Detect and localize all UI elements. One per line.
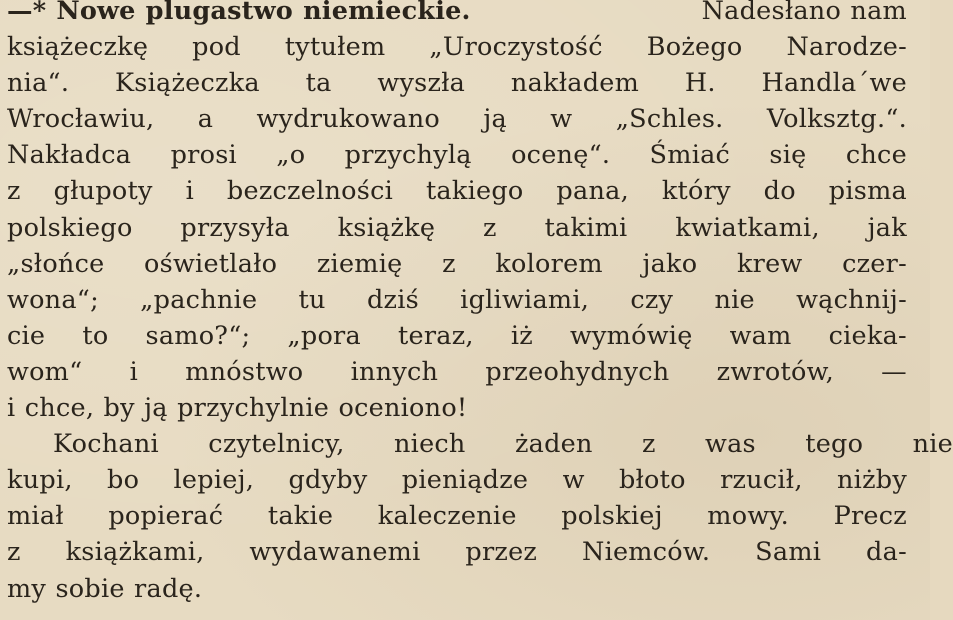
article-word: tytułem: [284, 32, 386, 63]
article-word: wydawanemi: [249, 537, 421, 568]
article-word: bezczelności: [226, 176, 394, 207]
article-line: [7, 498, 907, 534]
article-word: takie: [267, 501, 334, 532]
article-line: [7, 210, 907, 246]
article-line: [7, 246, 907, 282]
article-word: jako: [642, 248, 698, 279]
article-word: przychylą: [344, 140, 472, 171]
article-word: was: [705, 429, 756, 460]
article-word: kaleczenie: [377, 501, 517, 532]
article-word: „Schles.: [615, 104, 724, 135]
article-word: Precz: [833, 501, 907, 532]
article-word: oświetlało: [144, 248, 278, 279]
article-word: czytelnicy,: [208, 429, 345, 460]
article-word: nakładem: [510, 68, 640, 99]
article-word: Nakładca: [7, 140, 132, 171]
article-word: kwiatkami,: [675, 212, 820, 243]
article-word: takiego: [425, 176, 524, 207]
article-word: zwrotów,: [716, 356, 834, 387]
article-word: mowy.: [707, 501, 790, 532]
article-line: [7, 318, 907, 354]
article-line-text: i chce, by ją przychylnie oceniono!: [7, 393, 468, 424]
article-word: wyszła: [377, 68, 466, 99]
article-word: głupoty: [53, 176, 153, 207]
article-line: Nadesłano nam: [701, 0, 907, 26]
article-word: Kochani: [53, 429, 159, 460]
article-word: bo: [107, 465, 140, 496]
article-word: da-: [866, 537, 907, 568]
article-word: wam: [729, 320, 792, 351]
article-word: Narodze-: [786, 32, 907, 63]
article-word: Volksztg.“.: [766, 104, 907, 135]
article-word: krew: [736, 248, 803, 279]
article-heading-line: [7, 0, 907, 29]
article-word: nia“.: [7, 68, 70, 99]
article-line: [7, 390, 907, 426]
article-word: i: [185, 176, 194, 207]
article-word: „o: [276, 140, 306, 171]
article-word: takimi: [544, 212, 628, 243]
article-line: [7, 462, 907, 498]
article-word: ziemię: [316, 248, 403, 279]
article-word: przez: [465, 537, 538, 568]
article-word: tu: [298, 284, 326, 315]
article-word: to: [82, 320, 109, 351]
article-word: Wrocławiu,: [7, 104, 155, 135]
article-word: lepiej,: [173, 465, 255, 496]
article-word: błoto: [618, 465, 686, 496]
article-word: ją: [483, 104, 507, 135]
article-word: igliwiami,: [460, 284, 590, 315]
article-word: nie: [912, 429, 953, 460]
article-word: z: [7, 176, 21, 207]
article-word: książeczkę: [7, 32, 149, 63]
article-word: pieniądze: [401, 465, 529, 496]
article-word: dziś: [366, 284, 419, 315]
article-word: książkę: [337, 212, 436, 243]
article-word: jak: [867, 212, 907, 243]
article-word: iż: [510, 320, 533, 351]
article-word: teraz,: [397, 320, 474, 351]
article-word: i: [129, 356, 138, 387]
article-line: [7, 137, 907, 173]
article-word: z: [442, 248, 456, 279]
article-paragraph-start: [7, 426, 953, 462]
article-line: [7, 282, 907, 318]
article-line: [7, 534, 907, 570]
article-word: kupi,: [7, 465, 73, 496]
article-word: „słońce: [7, 248, 105, 279]
article-word: Książeczka: [114, 68, 260, 99]
article-word: ocenę“.: [511, 140, 611, 171]
article-word: „pora: [287, 320, 361, 351]
article-line: [7, 354, 907, 390]
article-word: żaden: [514, 429, 593, 460]
article-text: [7, 0, 953, 607]
article-word: Sami: [755, 537, 822, 568]
article-word: rzucił,: [720, 465, 803, 496]
article-word: Śmiać: [649, 140, 731, 171]
article-word: prosi: [170, 140, 237, 171]
article-word: niżby: [836, 465, 907, 496]
article-word: samo?“;: [145, 320, 251, 351]
article-word: H.: [684, 68, 716, 99]
article-word: Bożego: [646, 32, 743, 63]
article-word: wona“;: [7, 284, 99, 315]
article-word: Handla´we: [761, 68, 907, 99]
article-heading: —* Nowe plugastwo niemieckie.: [7, 0, 471, 26]
article-word: pisma: [828, 176, 907, 207]
article-word: który: [661, 176, 731, 207]
article-word: do: [763, 176, 796, 207]
article-word: z: [483, 212, 497, 243]
article-word: miał: [7, 501, 64, 532]
article-word: wymówię: [569, 320, 693, 351]
article-word: książkami,: [65, 537, 205, 568]
article-word: cie: [7, 320, 46, 351]
article-word: przeohydnych: [485, 356, 670, 387]
article-line: [7, 571, 907, 607]
article-word: chce: [845, 140, 907, 171]
article-word: gdyby: [288, 465, 368, 496]
article-word: czy: [630, 284, 674, 315]
article-word: w: [550, 104, 573, 135]
article-word: niech: [393, 429, 466, 460]
article-word: w: [562, 465, 585, 496]
article-word: wydrukowano: [256, 104, 441, 135]
article-word: wąchnij-: [796, 284, 907, 315]
article-word: wom“: [7, 356, 83, 387]
article-word: czer-: [842, 248, 907, 279]
article-word: przysyła: [180, 212, 290, 243]
article-word: z: [7, 537, 21, 568]
article-word: się: [769, 140, 807, 171]
article-word: nie: [714, 284, 755, 315]
article-word: polskiej: [561, 501, 663, 532]
article-word: innych: [350, 356, 439, 387]
article-word: „pachnie: [140, 284, 258, 315]
article-word: —: [881, 356, 907, 387]
article-word: z: [642, 429, 656, 460]
article-word: polskiego: [7, 212, 133, 243]
article-line-text: my sobie radę.: [7, 573, 203, 604]
article-word: tego: [805, 429, 864, 460]
article-word: ta: [305, 68, 332, 99]
article-word: popierać: [108, 501, 224, 532]
article-word: cieka-: [828, 320, 907, 351]
article-word: „Uroczystość: [429, 32, 603, 63]
article-line: [7, 173, 907, 209]
article-line: [7, 29, 907, 65]
article-word: pana,: [556, 176, 629, 207]
article-word: pod: [192, 32, 241, 63]
article-word: mnóstwo: [185, 356, 304, 387]
article-word: kolorem: [495, 248, 603, 279]
article-word: Niemców.: [582, 537, 711, 568]
article-line: [7, 65, 907, 101]
article-line: [7, 101, 907, 137]
article-word: a: [197, 104, 214, 135]
